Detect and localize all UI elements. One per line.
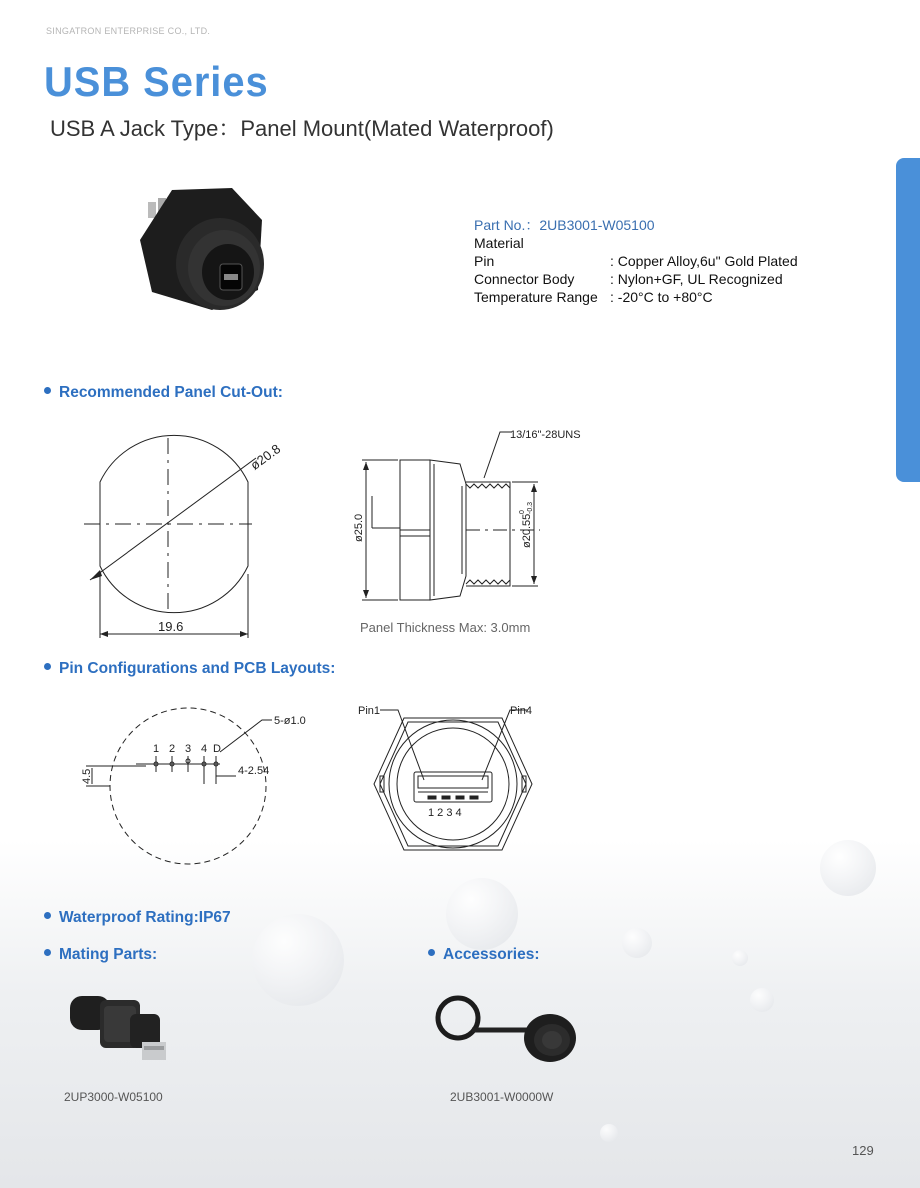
mating-part-photo (64, 986, 184, 1076)
side-view-drawing (340, 424, 610, 614)
page-title: USB Series (44, 58, 269, 105)
accessory-part-number: 2UB3001-W0000W (450, 1090, 554, 1104)
pin-numbers: 1 2 3 4 (428, 807, 462, 819)
decorative-bubble (750, 988, 774, 1012)
mating-part-number: 2UP3000-W05100 (64, 1090, 163, 1104)
pin-number: 1 (153, 743, 160, 755)
part-number: 2UB3001-W05100 (539, 217, 655, 233)
accessory-photo (432, 990, 582, 1080)
spec-row-label: Connector Body (474, 271, 575, 287)
decorative-bubble (820, 840, 876, 896)
tolerance-bottom: -0.3 (527, 501, 534, 514)
front-view-drawing (352, 700, 552, 870)
pin-number: 4 (201, 743, 208, 755)
decorative-bubble (252, 914, 344, 1006)
side-tab (896, 158, 920, 482)
holes-label: 5-ø1.0 (274, 715, 306, 727)
cutout-diameter-label: ø20.8 (247, 441, 284, 473)
pin1-label: Pin1 (358, 705, 381, 717)
pcb-layout-drawing (76, 704, 326, 874)
section-heading-accessories: Accessories: (428, 946, 540, 964)
section-heading-waterproof: Waterproof Rating:IP67 (44, 909, 231, 927)
page-number: 129 (852, 1143, 874, 1158)
spec-row-value: : Copper Alloy,6u" Gold Plated (610, 253, 798, 269)
bullet-icon (44, 949, 51, 956)
thread-label: 13/16"-28UNS (510, 429, 581, 441)
decorative-bubble (622, 928, 652, 958)
spec-row-label: Pin (474, 253, 495, 269)
pitch-label: 4-2.54 (238, 765, 270, 777)
bullet-icon (428, 949, 435, 956)
section-heading-cutout: Recommended Panel Cut-Out: (44, 384, 283, 402)
decorative-bubble (446, 878, 518, 950)
panel-cutout-drawing (60, 424, 300, 644)
part-number-line (474, 216, 655, 234)
pin-number: D (213, 743, 221, 755)
product-photo (132, 180, 282, 330)
tolerance-top: 0 (519, 510, 526, 514)
bullet-icon (44, 387, 51, 394)
thread-diameter-label: ø20.55 (521, 513, 533, 548)
decorative-bubble (600, 1124, 618, 1142)
cutout-width-label: 19.6 (158, 619, 184, 634)
pin4-label: Pin4 (510, 705, 533, 717)
section-heading-pins: Pin Configurations and PCB Layouts: (44, 660, 335, 678)
section-heading-mating: Mating Parts: (44, 946, 157, 964)
bullet-icon (44, 663, 51, 670)
page-subtitle: USB A Jack Type：Panel Mount(Mated Waterproof) (50, 116, 554, 141)
material-label: Material (474, 235, 524, 251)
bullet-icon (44, 912, 51, 919)
decorative-bubble (732, 950, 748, 966)
part-label: Part No.： (474, 217, 540, 233)
height-label: 4.5 (81, 768, 93, 784)
spec-row-value: : Nylon+GF, UL Recognized (610, 271, 783, 287)
outer-diameter-label: ø25.0 (353, 513, 365, 542)
pin-number: 2 (169, 743, 176, 755)
company-name: SINGATRON ENTERPRISE CO., LTD. (46, 26, 211, 36)
pin-number: 3 (185, 743, 192, 755)
panel-thickness-note: Panel Thickness Max: 3.0mm (360, 620, 531, 635)
spec-row-label: Temperature Range (474, 289, 598, 305)
spec-row-value: : -20°C to +80°C (610, 289, 713, 305)
